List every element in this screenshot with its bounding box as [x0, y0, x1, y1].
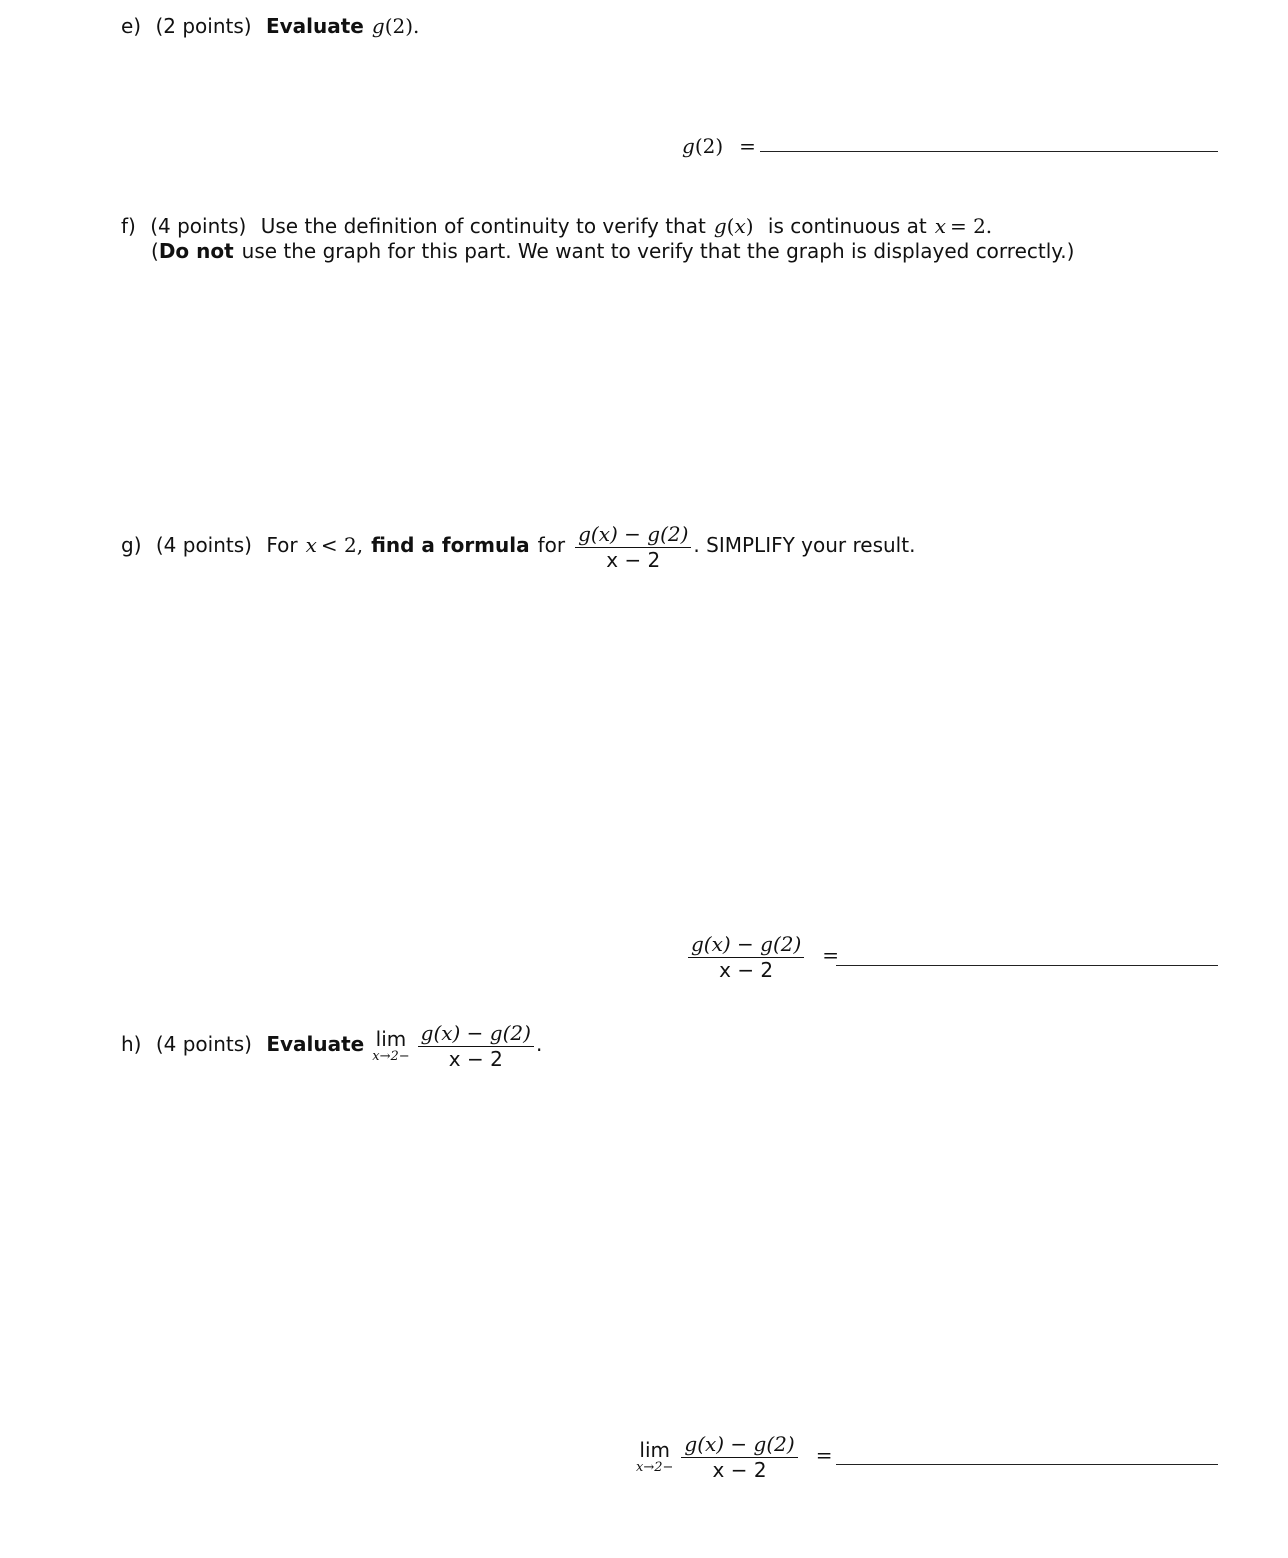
- part-e-answer-func: g: [682, 134, 695, 158]
- part-h-points: (4 points): [155, 1032, 252, 1056]
- part-g-answer-eq: =: [822, 943, 840, 967]
- part-g-frac-num: g(x) − g(2): [575, 522, 691, 548]
- part-e-arg: (2).: [384, 14, 420, 38]
- part-e-answer-line[interactable]: [760, 151, 1218, 152]
- part-g-label: g): [121, 533, 142, 557]
- part-h-label: h): [121, 1032, 142, 1056]
- part-f-var2: x: [934, 214, 946, 238]
- part-f-points: (4 points): [150, 214, 247, 238]
- part-f-note-open: (: [151, 239, 159, 263]
- part-h-answer-label: [636, 1432, 832, 1481]
- part-h-lim-word: lim: [375, 1026, 407, 1051]
- part-e-instruction: Evaluate: [265, 14, 364, 38]
- part-h-answer-lim-word: lim: [639, 1437, 670, 1462]
- part-f-text1: Use the definition of continuity to verify that: [260, 214, 706, 238]
- part-f-note-rest: use the graph for this part. We want to verify that the graph is displayed correctly.): [241, 239, 1075, 263]
- part-f-question: [121, 214, 992, 238]
- part-h-limit: [372, 1028, 409, 1064]
- part-h-answer-den: x − 2: [712, 1458, 767, 1482]
- part-g-question: [121, 522, 915, 571]
- part-e-answer-arg: (2): [694, 134, 724, 158]
- part-h-fraction: [418, 1021, 534, 1070]
- part-e-func: g: [371, 14, 385, 38]
- part-f-eq: = 2.: [949, 214, 993, 238]
- part-h-answer-num: g(x) − g(2): [681, 1432, 797, 1458]
- part-g-answer-den: x − 2: [719, 958, 774, 982]
- part-e-points: (2 points): [155, 14, 252, 38]
- part-g-answer-line[interactable]: [836, 965, 1218, 966]
- part-f-label: f): [121, 214, 136, 238]
- part-g-end-text: . SIMPLIFY your result.: [693, 533, 916, 557]
- part-f-note-bold: Do not: [158, 239, 234, 263]
- part-e-answer-label: [682, 134, 756, 158]
- part-h-instruction: Evaluate: [266, 1032, 365, 1056]
- part-g-fraction: [575, 522, 691, 571]
- part-f-arg-open: (: [726, 214, 735, 238]
- part-g-answer-num: g(x) − g(2): [688, 932, 804, 958]
- part-g-for: For: [266, 533, 298, 557]
- part-f-arg-close: ): [745, 214, 754, 238]
- part-g-answer-label: [686, 932, 839, 981]
- part-f-note: [151, 239, 1074, 263]
- part-g-for-word: for: [537, 533, 566, 557]
- part-h-lim-sub: x→2−: [372, 1048, 410, 1064]
- part-f-text2: is continuous at: [767, 214, 927, 238]
- part-g-points: (4 points): [155, 533, 252, 557]
- part-e-question: [121, 14, 419, 38]
- part-g-answer-fraction: [688, 932, 804, 981]
- part-h-answer-limit: [636, 1439, 673, 1475]
- part-h-answer-line[interactable]: [836, 1464, 1218, 1465]
- part-h-answer-fraction: [681, 1432, 797, 1481]
- part-g-cond: < 2,: [320, 533, 364, 557]
- part-h-question: [121, 1021, 542, 1070]
- part-h-answer-lim-sub: x→2−: [636, 1459, 674, 1475]
- part-h-frac-num: g(x) − g(2): [418, 1021, 534, 1047]
- part-g-instruction: find a formula: [371, 533, 530, 557]
- part-g-frac-den: x − 2: [606, 548, 661, 572]
- part-h-answer-eq: =: [815, 1443, 833, 1467]
- part-g-var: x: [305, 533, 317, 557]
- part-f-var: x: [734, 214, 746, 238]
- part-e-answer-eq: =: [739, 134, 756, 158]
- part-h-period: .: [535, 1032, 543, 1056]
- part-e-label: e): [121, 14, 142, 38]
- part-f-func: g: [713, 214, 727, 238]
- part-h-frac-den: x − 2: [448, 1047, 503, 1071]
